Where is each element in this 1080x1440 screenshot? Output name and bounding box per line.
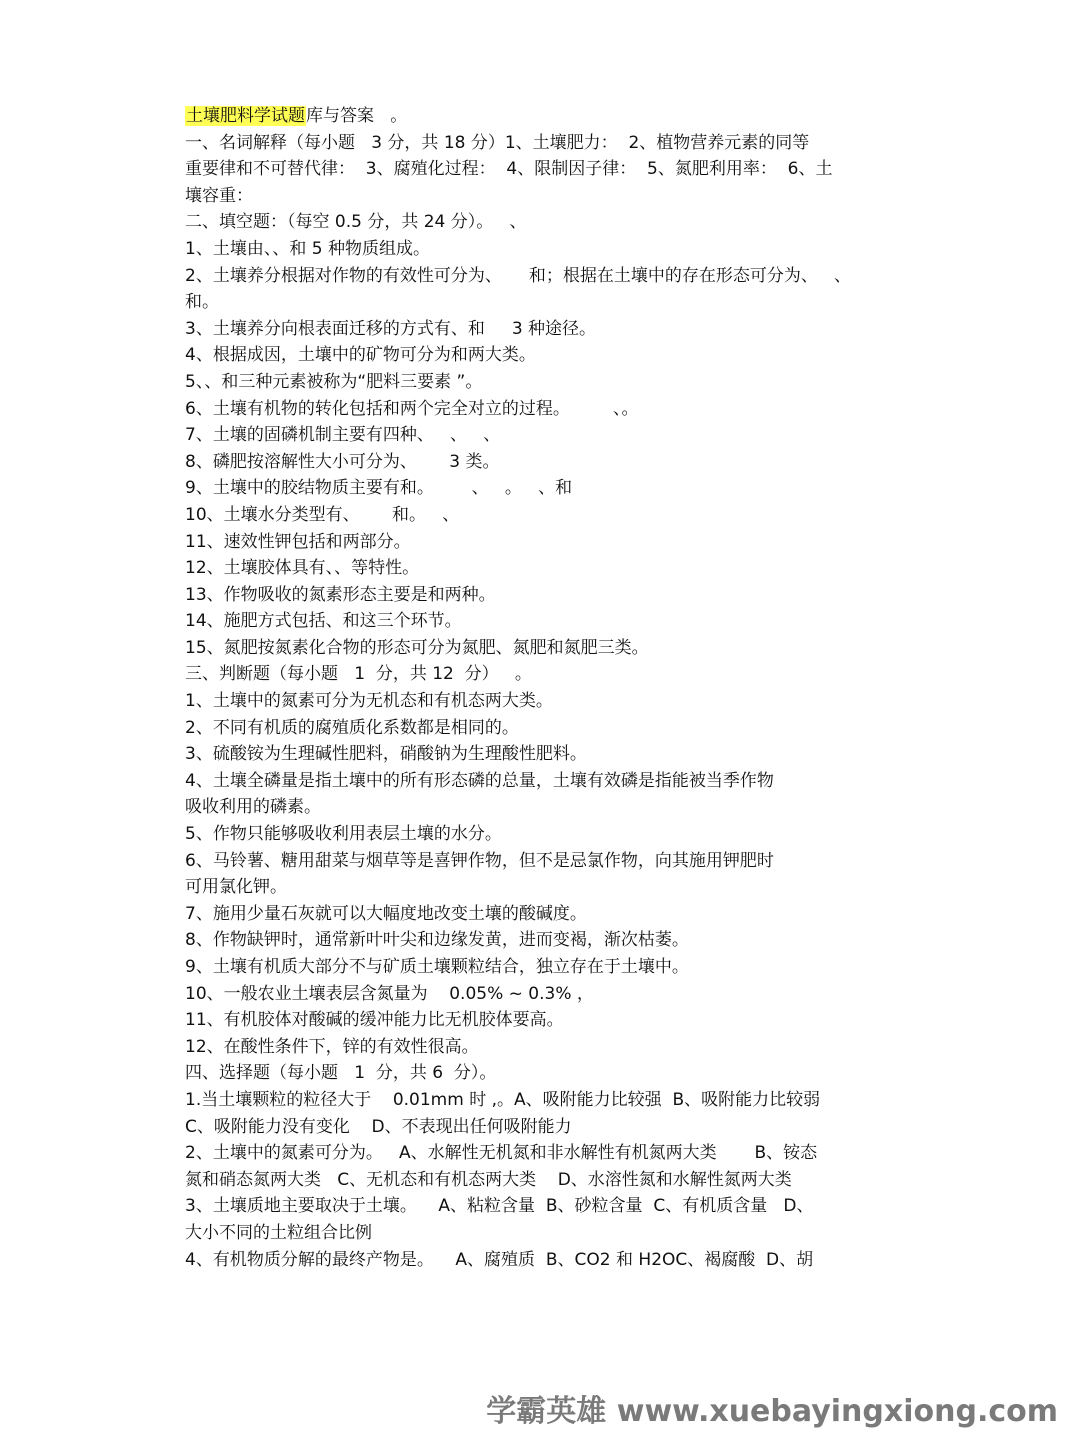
text-line: 13、作物吸收的氮素形态主要是和两种。: [185, 584, 496, 605]
text-line: 四、选择题（每小题 1 分，共 6 分）。: [185, 1063, 497, 1084]
text-line: 吸收利用的磷素。: [185, 797, 321, 818]
text-line: 和。: [185, 292, 219, 313]
text-line: 12、在酸性条件下，锌的有效性很高。: [185, 1036, 479, 1057]
text-line: 7、土壤的固磷机制主要有四种、 、 、: [185, 425, 501, 446]
text-line: 8、作物缺钾时，通常新叶叶尖和边缘发黄，进而变褐，渐次枯萎。: [185, 930, 689, 951]
text-line: 5、、和三种元素被称为“肥料三要素 ”。: [185, 371, 483, 392]
text-line: 2、土壤中的氮素可分为。 A、水解性无机氮和非水解性有机氮两大类 B、铵态: [185, 1143, 818, 1164]
text-line: 15、氮肥按氮素化合物的形态可分为氮肥、氮肥和氮肥三类。: [185, 637, 649, 658]
text-line: 12、土壤胶体具有、、等特性。: [185, 558, 420, 579]
text-line: C、吸附能力没有变化 D、不表现出任何吸附能力: [185, 1116, 572, 1137]
title-highlight: 土壤肥料学试题: [186, 106, 305, 126]
document-title: [185, 103, 905, 130]
text-line: 2、土壤养分根据对作物的有效性可分为、 和；根据在土壤中的存在形态可分为、 、: [185, 265, 852, 286]
text-line: 8、磷肥按溶解性大小可分为、 3 类。: [185, 451, 500, 472]
text-line: 壤容重：: [185, 185, 253, 206]
document-page: [185, 103, 905, 1273]
text-line: 一、名词解释（每小题 3 分，共 18 分）1、土壤肥力： 2、植物营养元素的同等: [185, 132, 810, 153]
text-line: 1、土壤中的氮素可分为无机态和有机态两大类。: [185, 691, 553, 712]
text-line: 9、土壤中的胶结物质主要有和。 、 。 、和: [185, 478, 573, 499]
text-line: 4、有机物质分解的最终产物是。 A、腐殖质 B、CO2 和 H2OC、褐腐酸 D、胡: [185, 1249, 814, 1270]
title-rest: 库与答案 。: [306, 106, 408, 126]
text-line: 11、速效性钾包括和两部分。: [185, 531, 411, 552]
text-line: 1.当土壤颗粒的粒径大于 0.01mm 时 ,。A、吸附能力比较强 B、吸附能力比较弱: [185, 1089, 821, 1110]
text-line: 2、不同有机质的腐殖质化系数都是相同的。: [185, 717, 519, 738]
text-line: 10、一般农业土壤表层含氮量为 0.05% ~ 0.3% ，: [185, 983, 594, 1004]
text-line: 3、土壤质地主要取决于土壤。 A、粘粒含量 B、砂粒含量 C、有机质含量 D、: [185, 1196, 814, 1217]
text-line: 9、土壤有机质大部分不与矿质土壤颗粒结合，独立存在于土壤中。: [185, 957, 689, 977]
text-line: 6、土壤有机物的转化包括和两个完全对立的过程。 、。: [185, 398, 639, 419]
text-line: 7、施用少量石灰就可以大幅度地改变土壤的酸碱度。: [185, 903, 587, 924]
text-line: 三、判断题（每小题 1 分，共 12 分） 。: [185, 664, 532, 685]
text-line: 3、土壤养分向根表面迁移的方式有、和 3 种途径。: [185, 318, 597, 339]
site-watermark: 学霸英雄 www.xuebayingxiong.com: [486, 1394, 1058, 1429]
text-line: 大小不同的土粒组合比例: [185, 1222, 372, 1243]
text-line: 11、有机胶体对酸碱的缓冲能力比无机胶体要高。: [185, 1010, 564, 1031]
text-line: 可用氯化钾。: [185, 877, 287, 898]
text-line: 1、土壤由、、和 5 种物质组成。: [185, 238, 430, 259]
text-line: 14、施肥方式包括、和这三个环节。: [185, 611, 462, 632]
text-line: 4、土壤全磷量是指土壤中的所有形态磷的总量，土壤有效磷是指能被当季作物: [185, 770, 774, 791]
text-line: 重要律和不可替代律： 3、腐殖化过程： 4、限制因子律： 5、氮肥利用率： 6、土: [185, 159, 833, 180]
text-line: 6、马铃薯、糖用甜菜与烟草等是喜钾作物，但不是忌氯作物，向其施用钾肥时: [185, 850, 774, 871]
text-line: 二、填空题：（每空 0.5 分，共 24 分）。 、: [185, 212, 527, 233]
text-line: 3、硫酸铵为生理碱性肥料，硝酸钠为生理酸性肥料。: [185, 744, 587, 765]
document-body: [185, 130, 905, 1274]
text-line: 5、作物只能够吸收利用表层土壤的水分。: [185, 824, 502, 845]
text-line: 4、根据成因，土壤中的矿物可分为和两大类。: [185, 345, 536, 366]
text-line: 氮和硝态氮两大类 C、无机态和有机态两大类 D、水溶性氮和水解性氮两大类: [185, 1169, 792, 1190]
text-line: 10、土壤水分类型有、 和。 、: [185, 504, 460, 525]
